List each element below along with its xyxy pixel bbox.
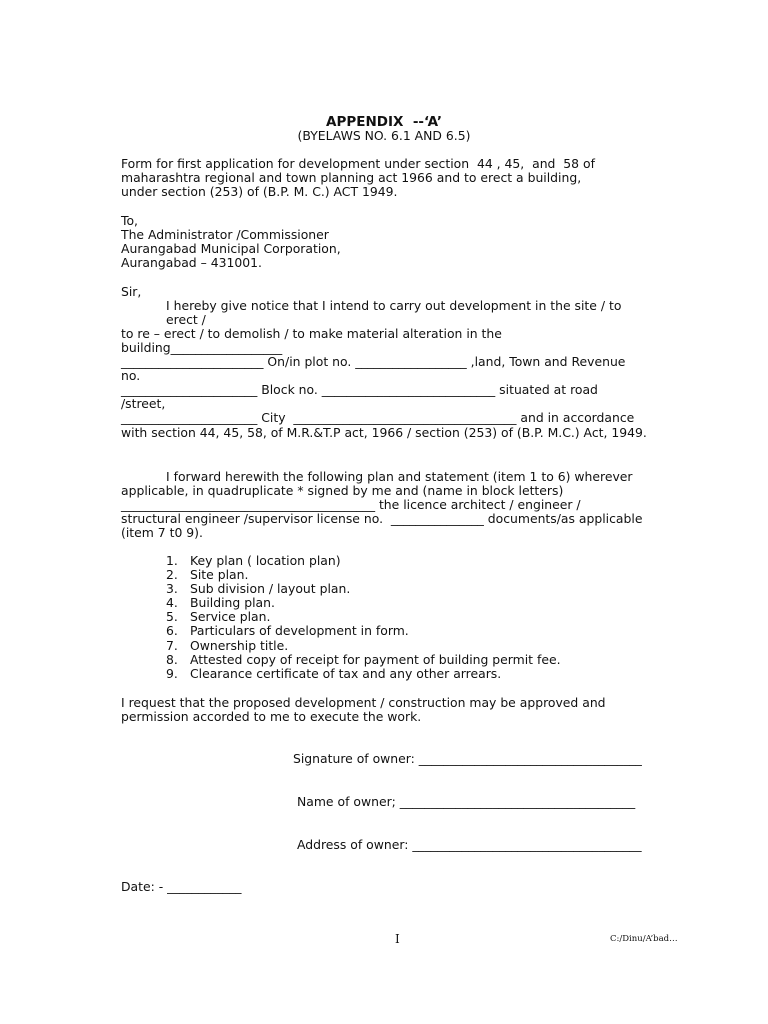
notice-line: /street, bbox=[121, 396, 166, 411]
owner-address-field: Address of owner: _____________________________________ bbox=[297, 837, 642, 852]
forward-line: applicable, in quadruplicate * signed by me and (name in block letters) bbox=[121, 483, 564, 498]
forward-line: (item 7 t0 9). bbox=[121, 525, 203, 540]
page-subtitle: (BYELAWS NO. 6.1 AND 6.5) bbox=[297, 128, 471, 143]
date-field: Date: - ____________ bbox=[121, 879, 242, 894]
intro-line: maharashtra regional and town planning act 1966 and to erect a building, bbox=[121, 170, 582, 185]
notice-line: _______________________ On/in plot no. __________________ ,land, Town and Revenue bbox=[121, 354, 626, 369]
forward-line: structural engineer /supervisor license no. _______________ documents/as applicable bbox=[121, 511, 643, 526]
notice-line: building__________________ bbox=[121, 340, 283, 355]
request-line: I request that the proposed development / construction may be approved and bbox=[121, 695, 606, 710]
intro-line: Form for first application for development under section 44 , 45, and 58 of bbox=[121, 156, 595, 171]
list-item: 7. Ownership title. bbox=[166, 637, 289, 653]
notice-line: no. bbox=[121, 368, 141, 383]
list-item: 5. Service plan. bbox=[166, 609, 271, 625]
request-line: permission accorded to me to execute the work. bbox=[121, 709, 422, 724]
owner-name-field: Name of owner; ______________________________________ bbox=[297, 794, 636, 809]
list-item: 1. Key plan ( location plan) bbox=[166, 553, 341, 568]
notice-line: to re – erect / to demolish / to make material alteration in the bbox=[121, 326, 502, 341]
notice-line: I hereby give notice that I intend to carry out development in the site / to bbox=[166, 298, 622, 313]
salutation: Sir, bbox=[121, 284, 142, 299]
notice-line: ______________________ City ____________________________________ and in accordance bbox=[121, 410, 635, 425]
notice-line: with section 44, 45, 58, of M.R.&T.P act, 1966 / section (253) of (B.P. M.C.) Act, 1949. bbox=[121, 425, 647, 440]
list-item: 9. Clearance certificate of tax and any other arrears. bbox=[166, 665, 502, 681]
forward-line: _________________________________________ the licence architect / engineer / bbox=[121, 497, 581, 512]
address-line: To, bbox=[121, 213, 138, 228]
address-line: The Administrator /Commissioner bbox=[121, 227, 329, 242]
page-number: I bbox=[395, 932, 400, 946]
list-item: 3. Sub division / layout plan. bbox=[166, 581, 351, 597]
address-line: Aurangabad – 431001. bbox=[121, 255, 262, 270]
list-item: 8. Attested copy of receipt for payment of building permit fee. bbox=[166, 651, 561, 667]
signature-field: Signature of owner: ____________________________________ bbox=[293, 751, 642, 766]
intro-line: under section (253) of (B.P. M. C.) ACT 1949. bbox=[121, 184, 398, 199]
address-line: Aurangabad Municipal Corporation, bbox=[121, 241, 341, 256]
document-list bbox=[166, 554, 561, 681]
notice-line: erect / bbox=[166, 312, 206, 327]
list-item: 2. Site plan. bbox=[166, 567, 249, 583]
page-title: APPENDIX --‘A’ bbox=[326, 114, 442, 130]
file-path: C:/Dinu/A’bad… bbox=[610, 934, 678, 944]
list-item: 6. Particulars of development in form. bbox=[166, 623, 409, 639]
notice-line: ______________________ Block no. ____________________________ situated at road bbox=[121, 382, 598, 397]
list-item: 4. Building plan. bbox=[166, 595, 275, 611]
forward-line: I forward herewith the following plan and statement (item 1 to 6) wherever bbox=[166, 469, 633, 484]
